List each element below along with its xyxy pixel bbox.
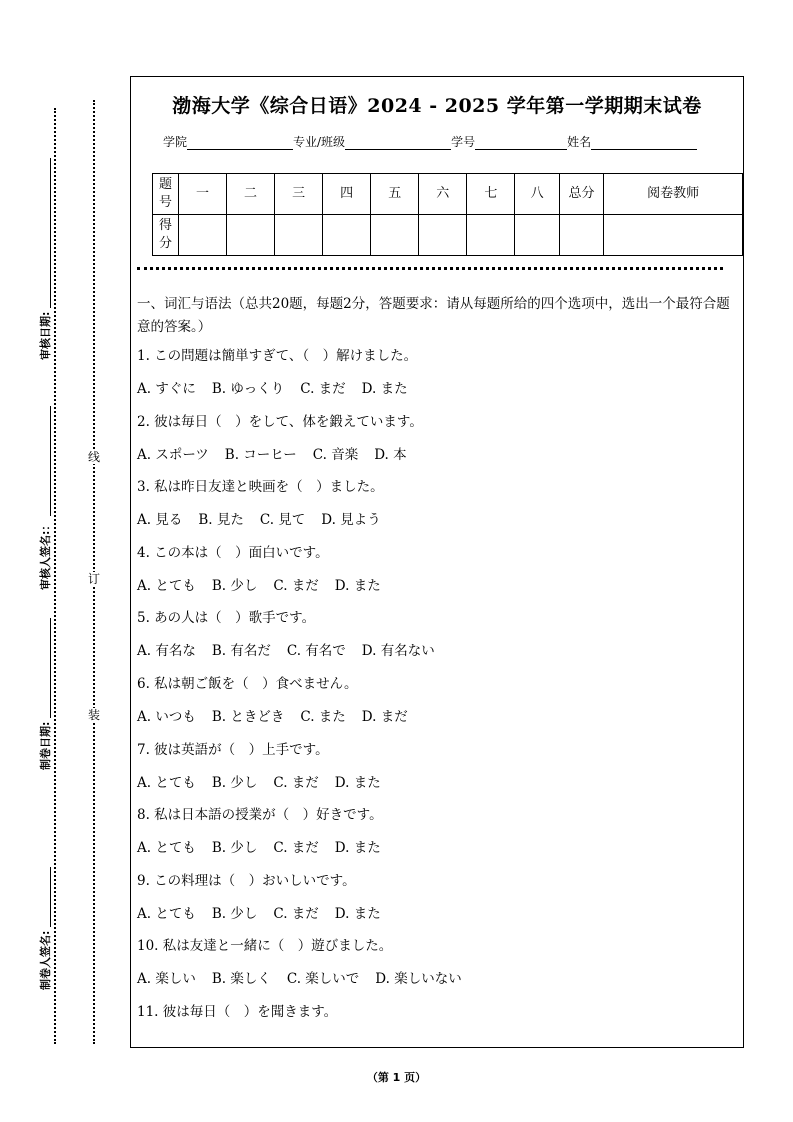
answer-option[interactable]: C. 有名で [286, 643, 346, 659]
answer-option[interactable]: A. 有名な [137, 643, 196, 659]
answer-options [137, 641, 735, 661]
answer-option[interactable]: D. 楽しいない [375, 971, 462, 987]
score-col-3: 三 [275, 174, 323, 215]
answer-option[interactable]: D. また [334, 578, 381, 594]
score-cell[interactable] [227, 215, 275, 256]
score-table-row-label: 题号 [153, 174, 179, 215]
answer-options [137, 576, 735, 596]
answer-option[interactable]: C. まだ [273, 775, 319, 791]
score-col-5: 五 [371, 174, 419, 215]
score-col-2: 二 [227, 174, 275, 215]
exam-title: 渤海大学《综合日语》2024 - 2025 学年第一学期期末试卷 [172, 95, 702, 117]
answer-option[interactable]: D. 見よう [321, 512, 381, 528]
answer-option[interactable]: A. とても [137, 775, 196, 791]
answer-option[interactable]: A. とても [137, 906, 196, 922]
answer-options [137, 510, 735, 530]
answer-option[interactable]: D. 本 [374, 447, 407, 463]
page-number: （第 1 页） [366, 1071, 427, 1084]
answer-option[interactable]: A. 楽しい [137, 971, 196, 987]
score-table-score-row [153, 215, 743, 256]
score-col-total: 总分 [559, 174, 603, 215]
answer-options [137, 707, 735, 727]
answer-option[interactable]: C. 見て [259, 512, 306, 528]
score-cell[interactable] [419, 215, 467, 256]
answer-option[interactable]: C. まだ [273, 840, 319, 856]
binding-mark-fold: 装 [87, 708, 100, 722]
score-col-4: 四 [323, 174, 371, 215]
answer-options [137, 969, 735, 989]
reviewer-date-label: 审核日期: [37, 158, 53, 360]
answer-option[interactable]: D. また [334, 906, 381, 922]
college-label: 学院 [163, 135, 188, 149]
answer-options [137, 445, 735, 465]
maker-sign-label: 制卷人签名: [37, 867, 53, 990]
college-field[interactable] [187, 137, 293, 150]
section-heading: 一、词汇与语法（总共20题，每题2分，答题要求：请从每题所给的四个选项中，选出一个最符合题意的答案。） [137, 296, 730, 335]
answer-option[interactable]: A. とても [137, 578, 196, 594]
score-col-8: 八 [515, 174, 559, 215]
question-text: 10. 私は友達と一緒に（ ）遊びました。 [137, 938, 393, 954]
score-cell[interactable] [371, 215, 419, 256]
score-cell[interactable] [178, 215, 226, 256]
question-text: 2. 彼は毎日（ ）をして、体を鍛えています。 [137, 414, 423, 430]
answer-option[interactable]: C. 音楽 [312, 447, 359, 463]
answer-option[interactable]: C. また [300, 709, 346, 725]
answer-option[interactable]: A. 見る [137, 512, 183, 528]
answer-option[interactable]: C. まだ [300, 381, 346, 397]
score-cell[interactable] [323, 215, 371, 256]
answer-option[interactable]: A. スポーツ [137, 447, 209, 463]
major-label: 专业/班级 [293, 135, 346, 149]
answer-option[interactable]: B. 少し [211, 840, 258, 856]
score-col-6: 六 [419, 174, 467, 215]
answer-option[interactable]: D. まだ [361, 709, 408, 725]
answer-options [137, 904, 735, 924]
score-cell[interactable] [515, 215, 559, 256]
score-cell-grader[interactable] [604, 215, 743, 256]
answer-option[interactable]: C. まだ [273, 578, 319, 594]
answer-option[interactable]: B. 楽しく [211, 971, 271, 987]
answer-option[interactable]: B. 少し [211, 578, 258, 594]
cut-line-outer [54, 108, 56, 1044]
exam-frame [130, 76, 744, 1048]
answer-option[interactable]: B. 少し [211, 775, 258, 791]
answer-option[interactable]: A. いつも [137, 709, 196, 725]
answer-option[interactable]: A. すぐに [137, 381, 196, 397]
name-label: 姓名 [567, 135, 592, 149]
student-id-label: 学号 [451, 135, 476, 149]
section-separator [137, 267, 723, 270]
binding-mark-line: 线 [87, 450, 100, 464]
major-field[interactable] [345, 137, 451, 150]
question-text: 4. この本は（ ）面白いです。 [137, 545, 329, 561]
answer-option[interactable]: B. 見た [198, 512, 244, 528]
maker-date-label: 制卷日期: [37, 618, 53, 770]
answer-options [137, 773, 735, 793]
question-text: 7. 彼は英語が（ ）上手です。 [137, 742, 329, 758]
answer-option[interactable]: D. 有名ない [361, 643, 435, 659]
reviewer-sign-label: 审核人签名:： [37, 406, 53, 590]
score-cell[interactable] [275, 215, 323, 256]
question-text: 1. この問題は簡単すぎて、（ ）解けました。 [137, 348, 418, 364]
score-cell[interactable] [467, 215, 515, 256]
question-text: 8. 私は日本語の授業が（ ）好きです。 [137, 807, 383, 823]
answer-option[interactable]: C. まだ [273, 906, 319, 922]
answer-options [137, 838, 735, 858]
score-col-7: 七 [467, 174, 515, 215]
question-text: 11. 彼は毎日（ ）を聞きます。 [137, 1004, 338, 1020]
student-id-field[interactable] [475, 137, 567, 150]
answer-option[interactable]: B. コーヒー [224, 447, 297, 463]
question-text: 9. この料理は（ ）おいしいです。 [137, 873, 356, 889]
score-col-1: 一 [178, 174, 226, 215]
score-table [152, 173, 743, 256]
student-info-row [163, 133, 697, 150]
score-cell-total[interactable] [559, 215, 603, 256]
question-text: 3. 私は昨日友達と映画を（ ）ました。 [137, 479, 384, 495]
score-col-grader: 阅卷教师 [604, 174, 743, 215]
answer-option[interactable]: C. 楽しいで [286, 971, 360, 987]
answer-options [137, 379, 735, 399]
answer-option[interactable]: B. 有名だ [211, 643, 271, 659]
answer-option[interactable]: A. とても [137, 840, 196, 856]
name-field[interactable] [591, 137, 697, 150]
answer-option[interactable]: B. ときどき [211, 709, 285, 725]
answer-option[interactable]: D. また [334, 775, 381, 791]
binding-mark-order: 订 [87, 572, 100, 586]
question-text: 5. あの人は（ ）歌手です。 [137, 610, 316, 626]
score-row-label: 得分 [153, 215, 179, 256]
answer-option[interactable]: B. ゆっくり [211, 381, 285, 397]
answer-option[interactable]: B. 少し [211, 906, 258, 922]
answer-option[interactable]: D. また [361, 381, 408, 397]
answer-option[interactable]: D. また [334, 840, 381, 856]
question-text: 6. 私は朝ご飯を（ ）食べません。 [137, 676, 358, 692]
score-table-header-row [153, 174, 743, 215]
